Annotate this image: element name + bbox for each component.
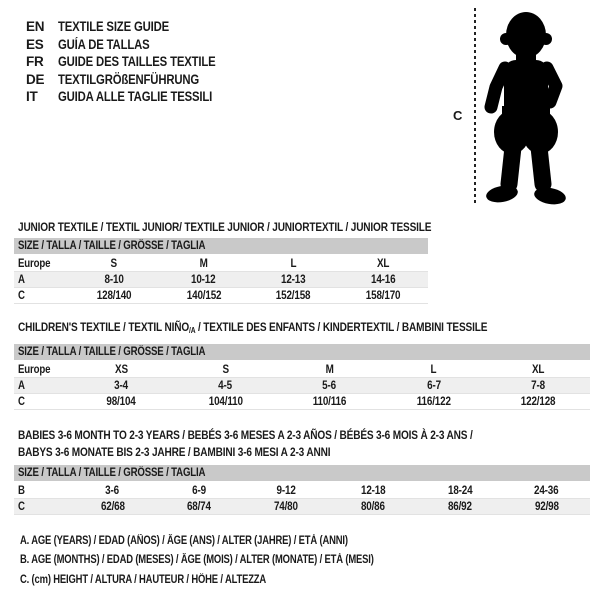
note-b: B. AGE (MONTHS) / EDAD (MESES) / ÂGE (MOIS) / ALTER (MONATE) / ETÀ (MESI)	[20, 554, 374, 567]
cell: 92/98	[534, 500, 559, 513]
lang-title: GUIDE DES TAILLES TEXTILE	[58, 54, 216, 70]
cell: 24-36	[534, 484, 559, 497]
children-section-heading	[18, 319, 577, 339]
cell: 86/92	[447, 500, 472, 513]
cell: M	[325, 363, 334, 376]
size-header-label: SIZE / TALLA / TAILLE / GRÖSSE / TAGLIA	[18, 467, 206, 479]
legend-notes	[20, 531, 451, 590]
size-header-bar	[14, 238, 428, 254]
table-row-b	[14, 483, 590, 499]
cell: XS	[114, 363, 128, 376]
cell: XL	[376, 257, 390, 270]
table-row-c	[14, 499, 590, 515]
cell: 9-12	[276, 484, 296, 497]
cell: 10-12	[191, 273, 216, 286]
table-row-a	[14, 272, 428, 288]
height-measure-dashed-line	[474, 8, 476, 206]
cell: 12-18	[360, 484, 386, 497]
size-header-label: SIZE / TALLA / TAILLE / GRÖSSE / TAGLIA	[18, 346, 206, 358]
note-c: C. (cm) HEIGHT / ALTURA / HAUTEUR / HÖHE / ALTEZZA	[20, 573, 267, 586]
cell: 6-7	[426, 379, 441, 392]
size-header-label: SIZE / TALLA / TAILLE / GRÖSSE / TAGLIA	[18, 240, 206, 252]
lang-title: GUIDA ALLE TAGLIE TESSILI	[58, 89, 213, 105]
table-row-europe	[14, 256, 428, 272]
lang-title: TEXTILE SIZE GUIDE	[58, 19, 170, 35]
lang-line-en	[26, 18, 246, 36]
cell: 7-8	[531, 379, 545, 392]
cell: 128/140	[96, 289, 132, 302]
language-title-list	[26, 18, 246, 106]
lang-line-it	[26, 88, 246, 106]
cell: 3-6	[105, 484, 120, 497]
babies-section-heading	[18, 427, 559, 461]
cell: S	[110, 257, 118, 270]
row-label: A	[18, 273, 25, 286]
babies-heading-line2: BABYS 3-6 MONATE BIS 2-3 JAHRE / BAMBINI 3-6 MESI A 2-3 ANNI	[18, 445, 331, 459]
junior-heading-text: JUNIOR TEXTILE / TEXTIL JUNIOR/ TEXTILE JUNIOR / JUNIORTEXTIL / JUNIOR TESSILE	[18, 220, 432, 234]
row-label: B	[18, 484, 25, 497]
lang-code: EN	[26, 19, 45, 35]
cell: L	[430, 363, 437, 376]
lang-title: TEXTILGRÖßENFÜHRUNG	[58, 71, 200, 87]
babies-heading-line1: BABIES 3-6 MONTH TO 2-3 YEARS / BEBÉS 3-6 MESES A 2-3 AÑOS / BÉBÉS 3-6 MOIS À 2-3 ANS /	[18, 428, 473, 442]
lang-code: FR	[26, 54, 44, 70]
cell: XL	[531, 363, 545, 376]
children-size-table	[14, 344, 590, 410]
size-header-bar	[14, 344, 590, 360]
table-row-c	[14, 394, 590, 410]
children-heading-text: CHILDREN'S TEXTILE / TEXTIL $NIÑO_{/A}$ / TEXTILE DES ENFANTS / KINDERTEXTIL / BAMBINI TESSILE	[18, 320, 488, 335]
size-header-bar	[14, 465, 590, 481]
cell: 98/104	[106, 395, 136, 408]
lang-title: GUÍA DE TALLAS	[58, 36, 150, 52]
row-label: C	[18, 500, 25, 513]
lang-code: DE	[26, 71, 45, 87]
cell: 12-13	[281, 273, 306, 286]
cell: S	[222, 363, 229, 376]
table-row-europe	[14, 362, 590, 378]
subscript: /A	[189, 326, 196, 335]
cell: L	[290, 257, 297, 270]
cell: 14-16	[370, 273, 396, 286]
table-row-c	[14, 288, 428, 304]
table-row-a	[14, 378, 590, 394]
row-label: C	[18, 395, 25, 408]
row-label: Europe	[18, 363, 51, 376]
cell: 68/74	[187, 500, 212, 513]
cell: 158/170	[365, 289, 401, 302]
baby-silhouette	[481, 8, 572, 208]
cell: 74/80	[274, 500, 299, 513]
cell: 110/116	[312, 395, 347, 408]
cell: 116/122	[416, 395, 451, 408]
lang-line-es	[26, 36, 246, 54]
cell: 140/152	[186, 289, 221, 302]
row-label: Europe	[18, 257, 51, 270]
note-a: A. AGE (YEARS) / EDAD (AÑOS) / ÂGE (ANS) / ALTER (JAHRE) / ETÀ (ANNI)	[20, 534, 348, 547]
cell: 3-4	[114, 379, 128, 392]
cell: 152/158	[276, 289, 311, 302]
cell: 6-9	[192, 484, 207, 497]
cell: 4-5	[218, 379, 233, 392]
cell: M	[199, 257, 208, 270]
cell: 122/128	[520, 395, 556, 408]
cell: 18-24	[447, 484, 472, 497]
junior-size-table	[14, 238, 428, 304]
cell: 104/110	[208, 395, 243, 408]
lang-code: IT	[26, 89, 38, 105]
cell: 8-10	[104, 273, 124, 286]
height-measure-label: C	[453, 108, 463, 123]
row-label: C	[18, 289, 25, 302]
cell: 5-6	[322, 379, 337, 392]
lang-code: ES	[26, 36, 44, 52]
lang-line-de	[26, 71, 246, 89]
cell: 80/86	[360, 500, 385, 513]
junior-section-heading	[18, 219, 510, 236]
row-label: A	[18, 379, 25, 392]
cell: 62/68	[100, 500, 125, 513]
lang-line-fr	[26, 53, 246, 71]
babies-size-table	[14, 465, 590, 515]
